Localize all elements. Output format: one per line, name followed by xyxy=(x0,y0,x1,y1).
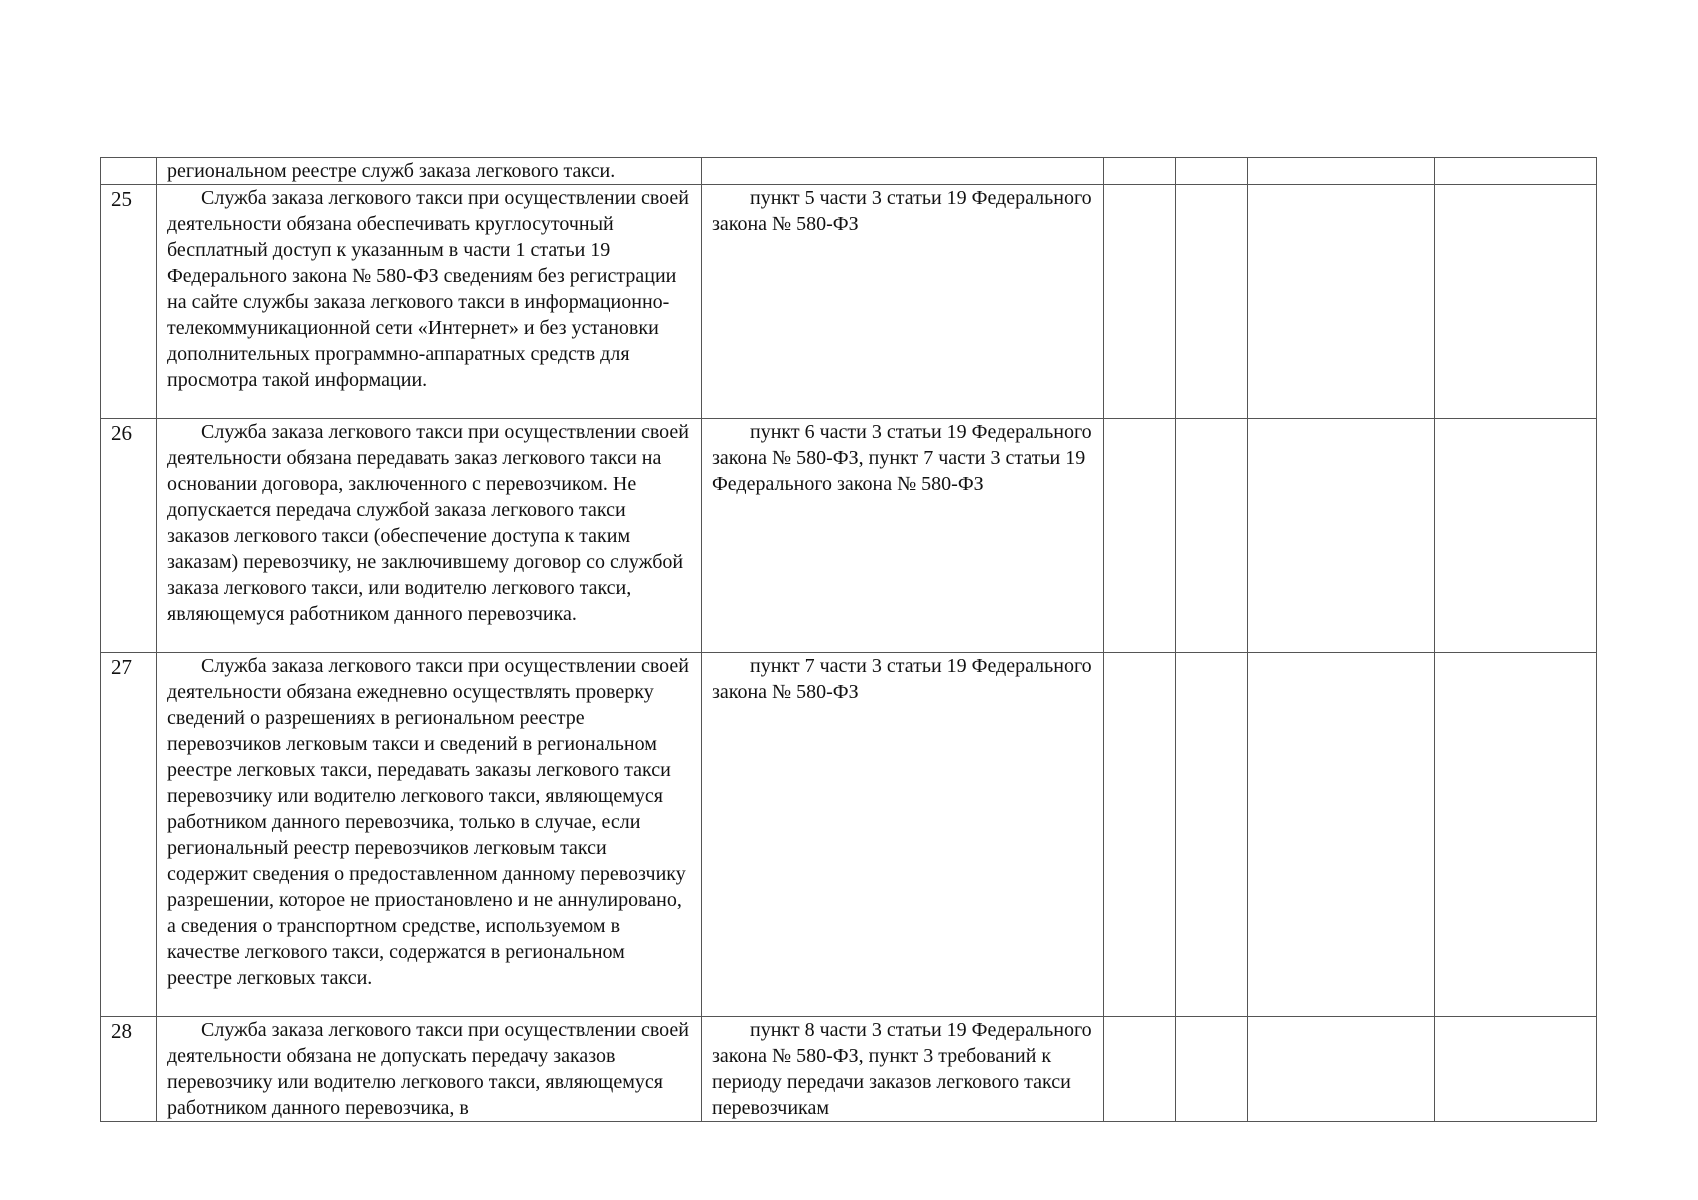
requirement-cell xyxy=(157,1017,702,1122)
empty-cell xyxy=(1248,653,1435,1017)
reference-cell xyxy=(702,185,1104,419)
table-row xyxy=(101,185,1597,419)
empty-cell xyxy=(1248,158,1435,185)
reference-text: пункт 5 части 3 статьи 19 Федерального закона № 580-ФЗ xyxy=(712,187,1092,235)
row-number: 27 xyxy=(101,653,157,1017)
row-number: 26 xyxy=(101,419,157,653)
empty-cell xyxy=(1176,158,1248,185)
requirement-cell xyxy=(157,419,702,653)
empty-cell xyxy=(1176,1017,1248,1122)
reference-text: пункт 7 части 3 статьи 19 Федерального закона № 580-ФЗ xyxy=(712,655,1092,703)
empty-cell xyxy=(1176,419,1248,653)
requirement-text: Служба заказа легкового такси при осуществлении своей деятельности обязана обеспечивать круглосуточный бесплатный доступ к указанным в части 1 статьи 19 Федерального закона № 580-ФЗ сведениям без регистрации на сайте службы заказа легкового такси в информационно-телекоммуникационной сети «Интернет» и без установки дополнительных программно-аппаратных средств для просмотра такой информации. xyxy=(167,187,690,391)
requirement-text: Служба заказа легкового такси при осуществлении своей деятельности обязана не допускать передачу заказов перевозчику или водителю легкового такси, являющемуся работником данного перевозчика, в xyxy=(167,1019,690,1119)
row-number: 28 xyxy=(101,1017,157,1122)
requirement-cell xyxy=(157,158,702,185)
requirements-table xyxy=(100,157,1597,1122)
requirement-cell xyxy=(157,185,702,419)
reference-cell xyxy=(702,419,1104,653)
reference-text: пункт 6 части 3 статьи 19 Федерального закона № 580-ФЗ, пункт 7 части 3 статьи 19 Федерального закона № 580-ФЗ xyxy=(712,421,1092,495)
requirement-text: Служба заказа легкового такси при осуществлении своей деятельности обязана передавать заказ легкового такси на основании договора, заключенного с перевозчиком. Не допускается передача службой заказа легкового такси заказов легкового такси (обеспечение доступа к таким заказам) перевозчику, не заключившему договор со службой заказа легкового такси, или водителю легкового такси, являющемуся работником данного перевозчика. xyxy=(167,421,690,625)
empty-cell xyxy=(1435,158,1597,185)
empty-cell xyxy=(1248,419,1435,653)
empty-cell xyxy=(1104,185,1176,419)
empty-cell xyxy=(1435,185,1597,419)
empty-cell xyxy=(1104,419,1176,653)
empty-cell xyxy=(1435,419,1597,653)
empty-cell xyxy=(1435,1017,1597,1122)
table-row xyxy=(101,419,1597,653)
requirement-text: региональном реестре служб заказа легкового такси. xyxy=(167,160,616,182)
empty-cell xyxy=(1435,653,1597,1017)
empty-cell xyxy=(1104,158,1176,185)
row-number xyxy=(101,158,157,185)
reference-text: пункт 8 части 3 статьи 19 Федерального закона № 580-ФЗ, пункт 3 требований к периоду передачи заказов легкового такси перевозчикам xyxy=(712,1019,1092,1119)
row-number: 25 xyxy=(101,185,157,419)
requirement-text: Служба заказа легкового такси при осуществлении своей деятельности обязана ежедневно осуществлять проверку сведений о разрешениях в региональном реестре перевозчиков легковым такси и сведений в региональном реестре легковых такси, передавать заказы легкового такси перевозчику или водителю легкового такси, являющемуся работником данного перевозчика, только в случае, если региональный реестр перевозчиков легковым такси содержит сведения о предоставленном данному перевозчику разрешении, которое не приостановлено и не аннулировано, а сведения о транспортном средстве, используемом в качестве легкового такси, содержатся в региональном реестре легковых такси. xyxy=(167,655,690,989)
empty-cell xyxy=(1248,1017,1435,1122)
empty-cell xyxy=(1176,653,1248,1017)
reference-cell xyxy=(702,1017,1104,1122)
requirement-cell xyxy=(157,653,702,1017)
table-row xyxy=(101,158,1597,185)
empty-cell xyxy=(1104,1017,1176,1122)
empty-cell xyxy=(1176,185,1248,419)
empty-cell xyxy=(1104,653,1176,1017)
empty-cell xyxy=(1248,185,1435,419)
table-row xyxy=(101,1017,1597,1122)
reference-cell xyxy=(702,158,1104,185)
table-row xyxy=(101,653,1597,1017)
reference-cell xyxy=(702,653,1104,1017)
